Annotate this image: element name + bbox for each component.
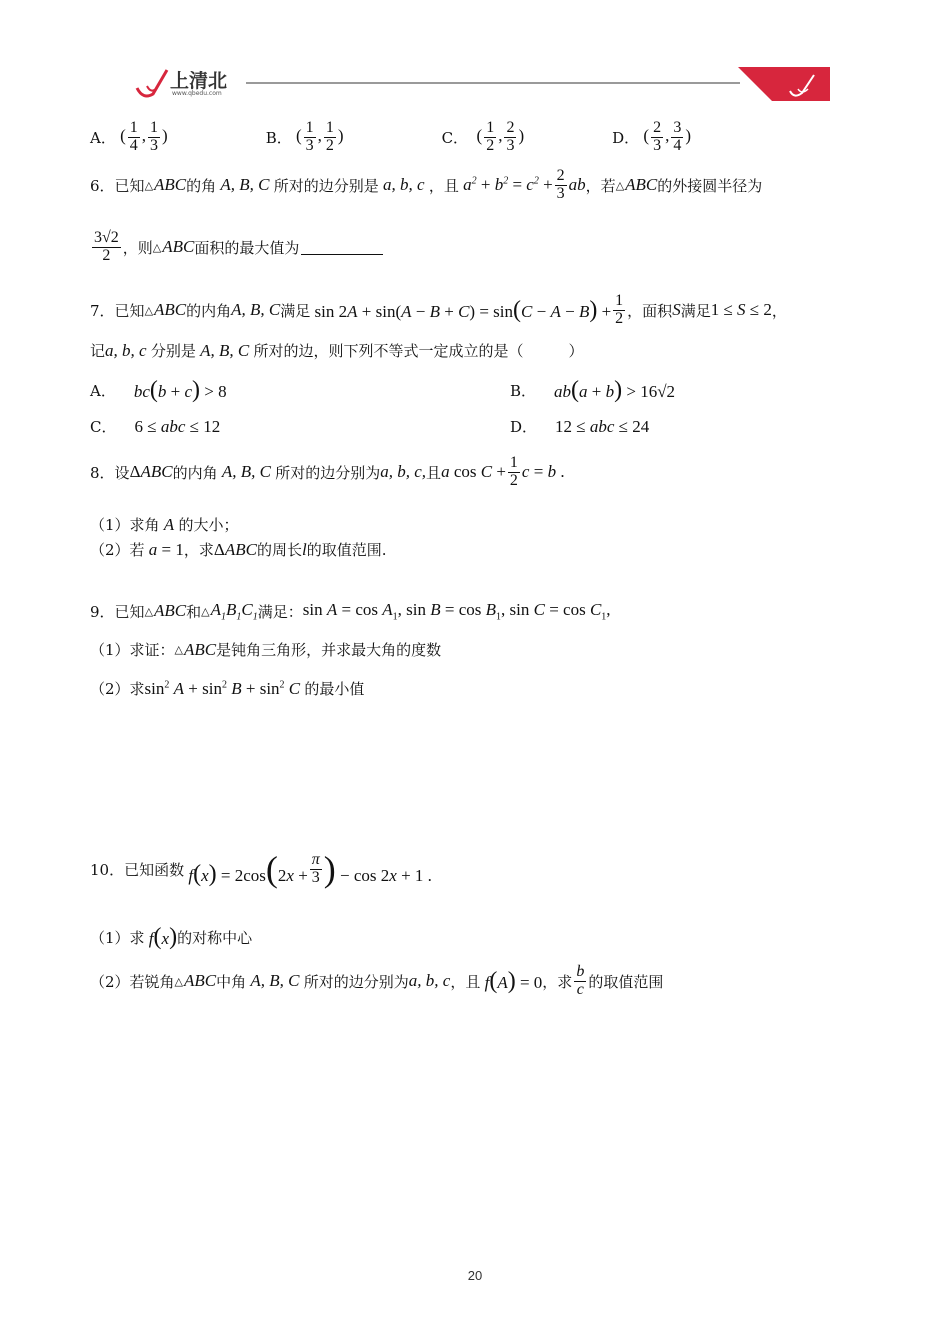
page-number: 20 (467, 1268, 483, 1283)
q7-option-d-label: D． (510, 418, 538, 436)
q10-text: 的取值范围 (588, 972, 664, 991)
q5-option-d-label: D． (612, 128, 640, 147)
q10-text: 中角 (216, 972, 247, 991)
q5-option-c-label: C． (441, 128, 469, 147)
q7-option-b-math: ab(a + b) > 16√2 (554, 377, 676, 403)
q9-part-1: （1）求证： △ ABC 是钝角三角形，并求最大角的度数 (90, 639, 442, 659)
q7-option-c-math: 6 ≤ abc ≤ 12 (134, 416, 221, 436)
q9-line-1: 9． 已知 △ ABC 和 △ $A_1B_1C_1$ 满足： $\sin A = \cos A_1$, $\sin B = \cos B_1$, $\sin C = \cos C_1$, (90, 600, 611, 623)
q7-option-b-label: B． (510, 382, 537, 400)
q6-text: ，则 (122, 238, 153, 257)
q7-options-row-2 (90, 416, 220, 437)
q8-text: （2）若 (90, 541, 145, 559)
q8-number: 8． (90, 463, 115, 482)
q10-text: （1）求 (90, 929, 145, 947)
q9-text: 已知 (114, 602, 145, 621)
q10-text: 所对的边分别为 (303, 972, 409, 991)
q8-text: 的周长 (256, 541, 302, 559)
q9-text: （2）求 (90, 680, 145, 698)
q8-text: （1）求角 (90, 516, 160, 534)
q9-text: （1）求证： (90, 641, 175, 659)
q6-text: ，且 (428, 176, 459, 195)
q8-text: 所对的边分别为 (275, 463, 381, 482)
q7-option-a-math: bc(b + c) > 8 (133, 377, 227, 403)
q7-option-a-label: A． (90, 382, 116, 400)
q7-text: ，面积 (627, 301, 673, 320)
q7-text: ， (771, 301, 787, 320)
q7-text: 分别是 (150, 342, 196, 360)
q10-text: 的对称中心 (177, 929, 253, 947)
q5-options (90, 120, 691, 155)
logo-text: 上清北 (170, 70, 228, 92)
q9-text: 和 (186, 602, 202, 621)
q5-option-a-math: ( $\frac{1}{4}$ , $\frac{1}{3}$ ) (115, 119, 168, 154)
q8-text: 设 (114, 463, 130, 482)
q6-answer-blank (301, 240, 383, 255)
q8-text: 的大小； (178, 516, 239, 534)
q7-text: 满足 (680, 301, 711, 320)
q7-line-2: 记 a, b, c 分别是 A, B, C 所对的边，则下列不等式一定成立的是（ ） (90, 340, 584, 360)
q5-option-c-math: ( $\frac{1}{2}$ , $\frac{2}{3}$ ) (468, 119, 525, 154)
q6-text: 面积的最大值为 (194, 238, 300, 257)
q6-text: 所对的边分别是 (273, 176, 379, 195)
logo-subtext: www.qbedu.com (172, 90, 222, 97)
q10-text: ，求 (542, 972, 573, 991)
header-rule (246, 82, 740, 84)
q9-text: 是钝角三角形，并求最大角的度数 (216, 641, 442, 659)
q7-options-row-1 (90, 377, 227, 404)
q5-option-d-math: ( $\frac{2}{3}$ , $\frac{3}{4}$ ) (639, 119, 692, 154)
q10-text: 已知函数 (124, 860, 185, 879)
q6-line-2: $\frac{3√2}{2}$ ，则 △ ABC 面积的最大值为 (90, 230, 383, 265)
header-red-tab (738, 67, 830, 101)
q8-part-2: （2）若 a = 1 ，求 ΔABC 的周长 l 的取值范围. (90, 539, 387, 559)
q5-option-b-label: B． (265, 128, 292, 147)
q8-text: 且 (426, 463, 442, 482)
q5-option-a-label: A． (90, 128, 116, 147)
q7-option-c-label: C． (90, 418, 117, 436)
q6-text: 的外接圆半径为 (657, 176, 763, 195)
q7-line-1: 7． 已知 △ ABC 的内角 A, B, C 满足 sin 2A + sin(A − B + C) = sin(C − A − B) + $\frac{1}{2}$ ，面积 S 满足 1 ≤ S ≤ 2 ， (90, 292, 787, 327)
q9-number: 9． (90, 602, 115, 621)
q8-text: ，求 (183, 541, 214, 559)
q10-text: （2）若锐角 (90, 972, 175, 991)
q8-text: 的内角 (172, 463, 218, 482)
q7-option-d (510, 416, 649, 437)
q7-text: 所对的边，则下列不等式一定成立的是（ ） (253, 342, 584, 360)
q10-text: ，且 (450, 972, 481, 991)
header (0, 60, 950, 105)
q8-line-1: 8． 设 ΔABC 的内角 A, B, C 所对的边分别为 a, b, c, 且 a cos C + $\frac{1}{2}$ c = b . (90, 454, 565, 489)
q9-text: 的最小值 (304, 680, 365, 698)
q8-part-1: （1）求角 A 的大小； (90, 514, 239, 534)
q10-part-1: （1）求 f(x) 的对称中心 (90, 924, 253, 950)
q9-part-2: （2）求 $\sin^2 A + \sin^2 B + \sin^2 C$ 的最小值 (90, 678, 365, 698)
q6-line-1: 6． 已知 △ ABC 的角 A, B, C 所对的边分别是 a, b, c ，且 $a^2 + b^2 = c^2$ + $\frac{2}{3}$ ab ，若 △ ABC 的外接圆半径为 (90, 167, 763, 202)
q6-text: 的角 (186, 176, 217, 195)
q5-option-b-math: ( $\frac{1}{3}$ , $\frac{1}{2}$ ) (291, 119, 344, 154)
q6-number: 6． (90, 176, 115, 195)
logo-icon (133, 66, 173, 102)
q7-text: 记 (90, 342, 106, 360)
q7-text: 已知 (114, 301, 145, 320)
q7-option-b (510, 377, 675, 404)
q6-text: ，若 (585, 176, 616, 195)
q9-text: 满足： (257, 602, 303, 621)
q7-text: 的内角 (186, 301, 232, 320)
q8-text: 的取值范围. (306, 541, 387, 559)
q10-part-2: （2）若锐角 △ ABC 中角 A, B, C 所对的边分别为 a, b, c ，且 f(A) = 0 ，求 $\frac{b}{c}$ 的取值范围 (90, 963, 664, 998)
q10-number: 10． (90, 860, 125, 879)
q7-number: 7． (90, 301, 115, 320)
q6-text: 已知 (114, 176, 145, 195)
q7-option-d-math: 12 ≤ abc ≤ 24 (555, 416, 650, 436)
q10-line-1: 10． 已知函数 f(x) = 2cos(2x + $\frac{\pi}{3}$ ) − cos 2x + 1 . (90, 849, 432, 889)
q7-text: 满足 (280, 301, 311, 320)
